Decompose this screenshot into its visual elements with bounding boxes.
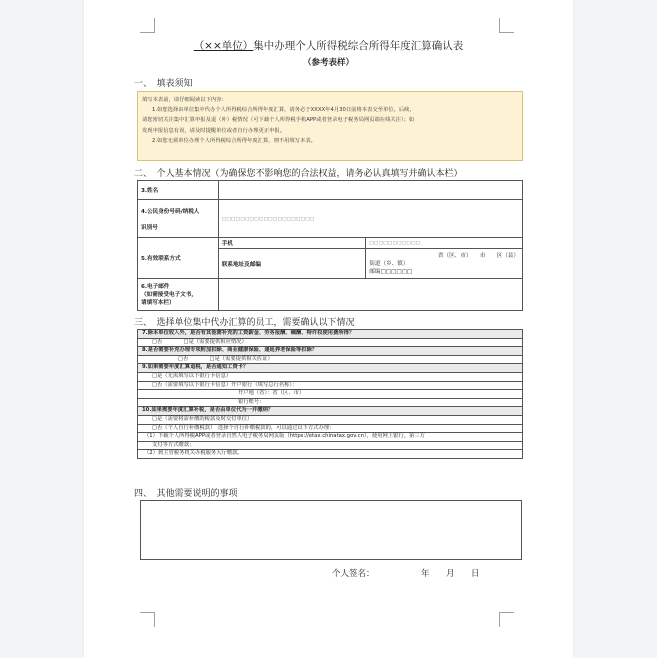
signature-month: 月 [446,569,455,579]
address-province-line: 省（区、市） 市 区（县） [437,252,519,259]
question-9-bank-location: 开户地（省）：省（区、市） [138,390,523,399]
email-field[interactable] [218,279,522,311]
title-unit: （××单位） [193,40,254,52]
question-9-option-yes[interactable]: □是（无需填写以下银行卡信息） [138,372,523,381]
question-10-method-1-cont: 支付等方式缴款； [138,441,523,450]
other-notes-field[interactable] [140,500,522,560]
question-10-option-yes[interactable]: □是（需要将需补缴的税款及时交付单位） [138,415,523,424]
address-label: 联系地址及邮编 [218,249,366,279]
signature-day: 日 [471,569,480,579]
document-title [84,38,573,53]
title-main: 集中办理个人所得税综合所得年度汇算确认表 [253,40,464,52]
id-digit-boxes: □□□□□□□□□□□□□□□□□□□□ [221,216,315,222]
address-postcode-line: 邮编□□□□□□ [369,268,413,275]
question-10: 10.如果需要年度汇算补税，是否由单位代为一并缴纳？ [138,407,523,416]
phone-label: 手机 [218,238,366,249]
address-field[interactable] [366,249,523,279]
question-9: 9.如果需要年度汇算退税，是否通知工资卡？ [138,364,523,373]
id-number-field[interactable] [218,200,522,238]
section-heading-2: 二、 个人基本情况（为确保您不影响您的合法权益，请务必认真填写并确认本栏） [134,169,463,179]
section-heading-4: 四、 其他需要说明的事项 [134,489,238,499]
question-7-options[interactable]: □否 □是（需要提供相应情况） [138,338,523,347]
contact-label: 5.有效联系方式 [138,238,219,279]
notice-box [137,91,523,161]
phone-digit-boxes: □□□□□□□□□□□ [369,241,421,246]
section-heading-3: 三、 选择单位集中代办汇算的员工，需要确认以下情况 [134,318,355,328]
document-subtitle: （参考表样） [302,58,354,68]
question-8-options[interactable]: □否 □是（需要提供相关佐证） [138,355,523,364]
crop-mark-top-right [499,18,514,33]
question-8: 8.是否需要补充办理专项附加扣除、商业健康保险、递延养老保险等扣除？ [138,347,523,356]
confirmation-table [137,329,523,459]
question-7: 7.除本单位收入外，是否有其他需补充的工资薪金、劳务报酬、稿酬、特许权使用费所得？ [138,330,523,339]
name-field[interactable] [218,181,522,200]
document-page [84,0,573,658]
section-heading-1: 一、 填表须知 [134,79,193,89]
name-label: 3.姓名 [138,181,219,200]
notice-line: 填写本表前，请仔细阅读以下内容： [142,97,227,103]
crop-mark-top-left [140,18,155,33]
notice-line: 发现申报信息有误，请及时提醒单位或者自行办理更正申报。 [142,127,286,134]
crop-mark-bottom-right [499,612,514,627]
question-10-option-no[interactable]: □否（个人自行补缴税款） 选择个自行补缴税款的，可以通过以下方式办理： [138,424,523,433]
notice-line: 1.如您选择由单位集中代办个人所得税综合所得年度汇算，请务必于XXXX年4月30日前将本表交至单位。后续， [152,107,415,114]
signature-year: 年 [421,569,430,579]
signature-label: 个人签名： [332,569,375,579]
crop-mark-bottom-left [140,612,155,627]
question-10-method-2: （2）到主管税务机关办税服务大厅缴款。 [138,450,523,459]
question-9-option-no[interactable]: □否（需要填写以下银行卡信息）开户银行（填写总行名称）： [138,381,523,390]
basic-info-table [137,180,523,311]
question-10-method-1: （1）下载个人所得税APP或者登录自然人电子税务局网页版（https://etax.chinatax.gov.cn），使用网上银行，第三方 [138,433,523,442]
notice-line: 请您密切关注集中汇算申报及退（补）税情况（可下载个人所得税手机APP或者登录电子税务局网页端在线关注）；如 [142,117,415,124]
question-9-bank-account: 银行账号： [138,398,523,407]
id-label: 4.公民身份号码/纳税人 识别号 [138,200,219,238]
notice-line: 2.如您无须单位办理个人所得税综合所得年度汇算，则不用填写本表。 [152,137,316,144]
email-label: 6.电子邮件 （如需接受电子文书， 请填写本栏） [138,279,219,311]
address-street-line: 街道（乡、镇） [369,260,409,267]
phone-field[interactable] [366,238,523,249]
